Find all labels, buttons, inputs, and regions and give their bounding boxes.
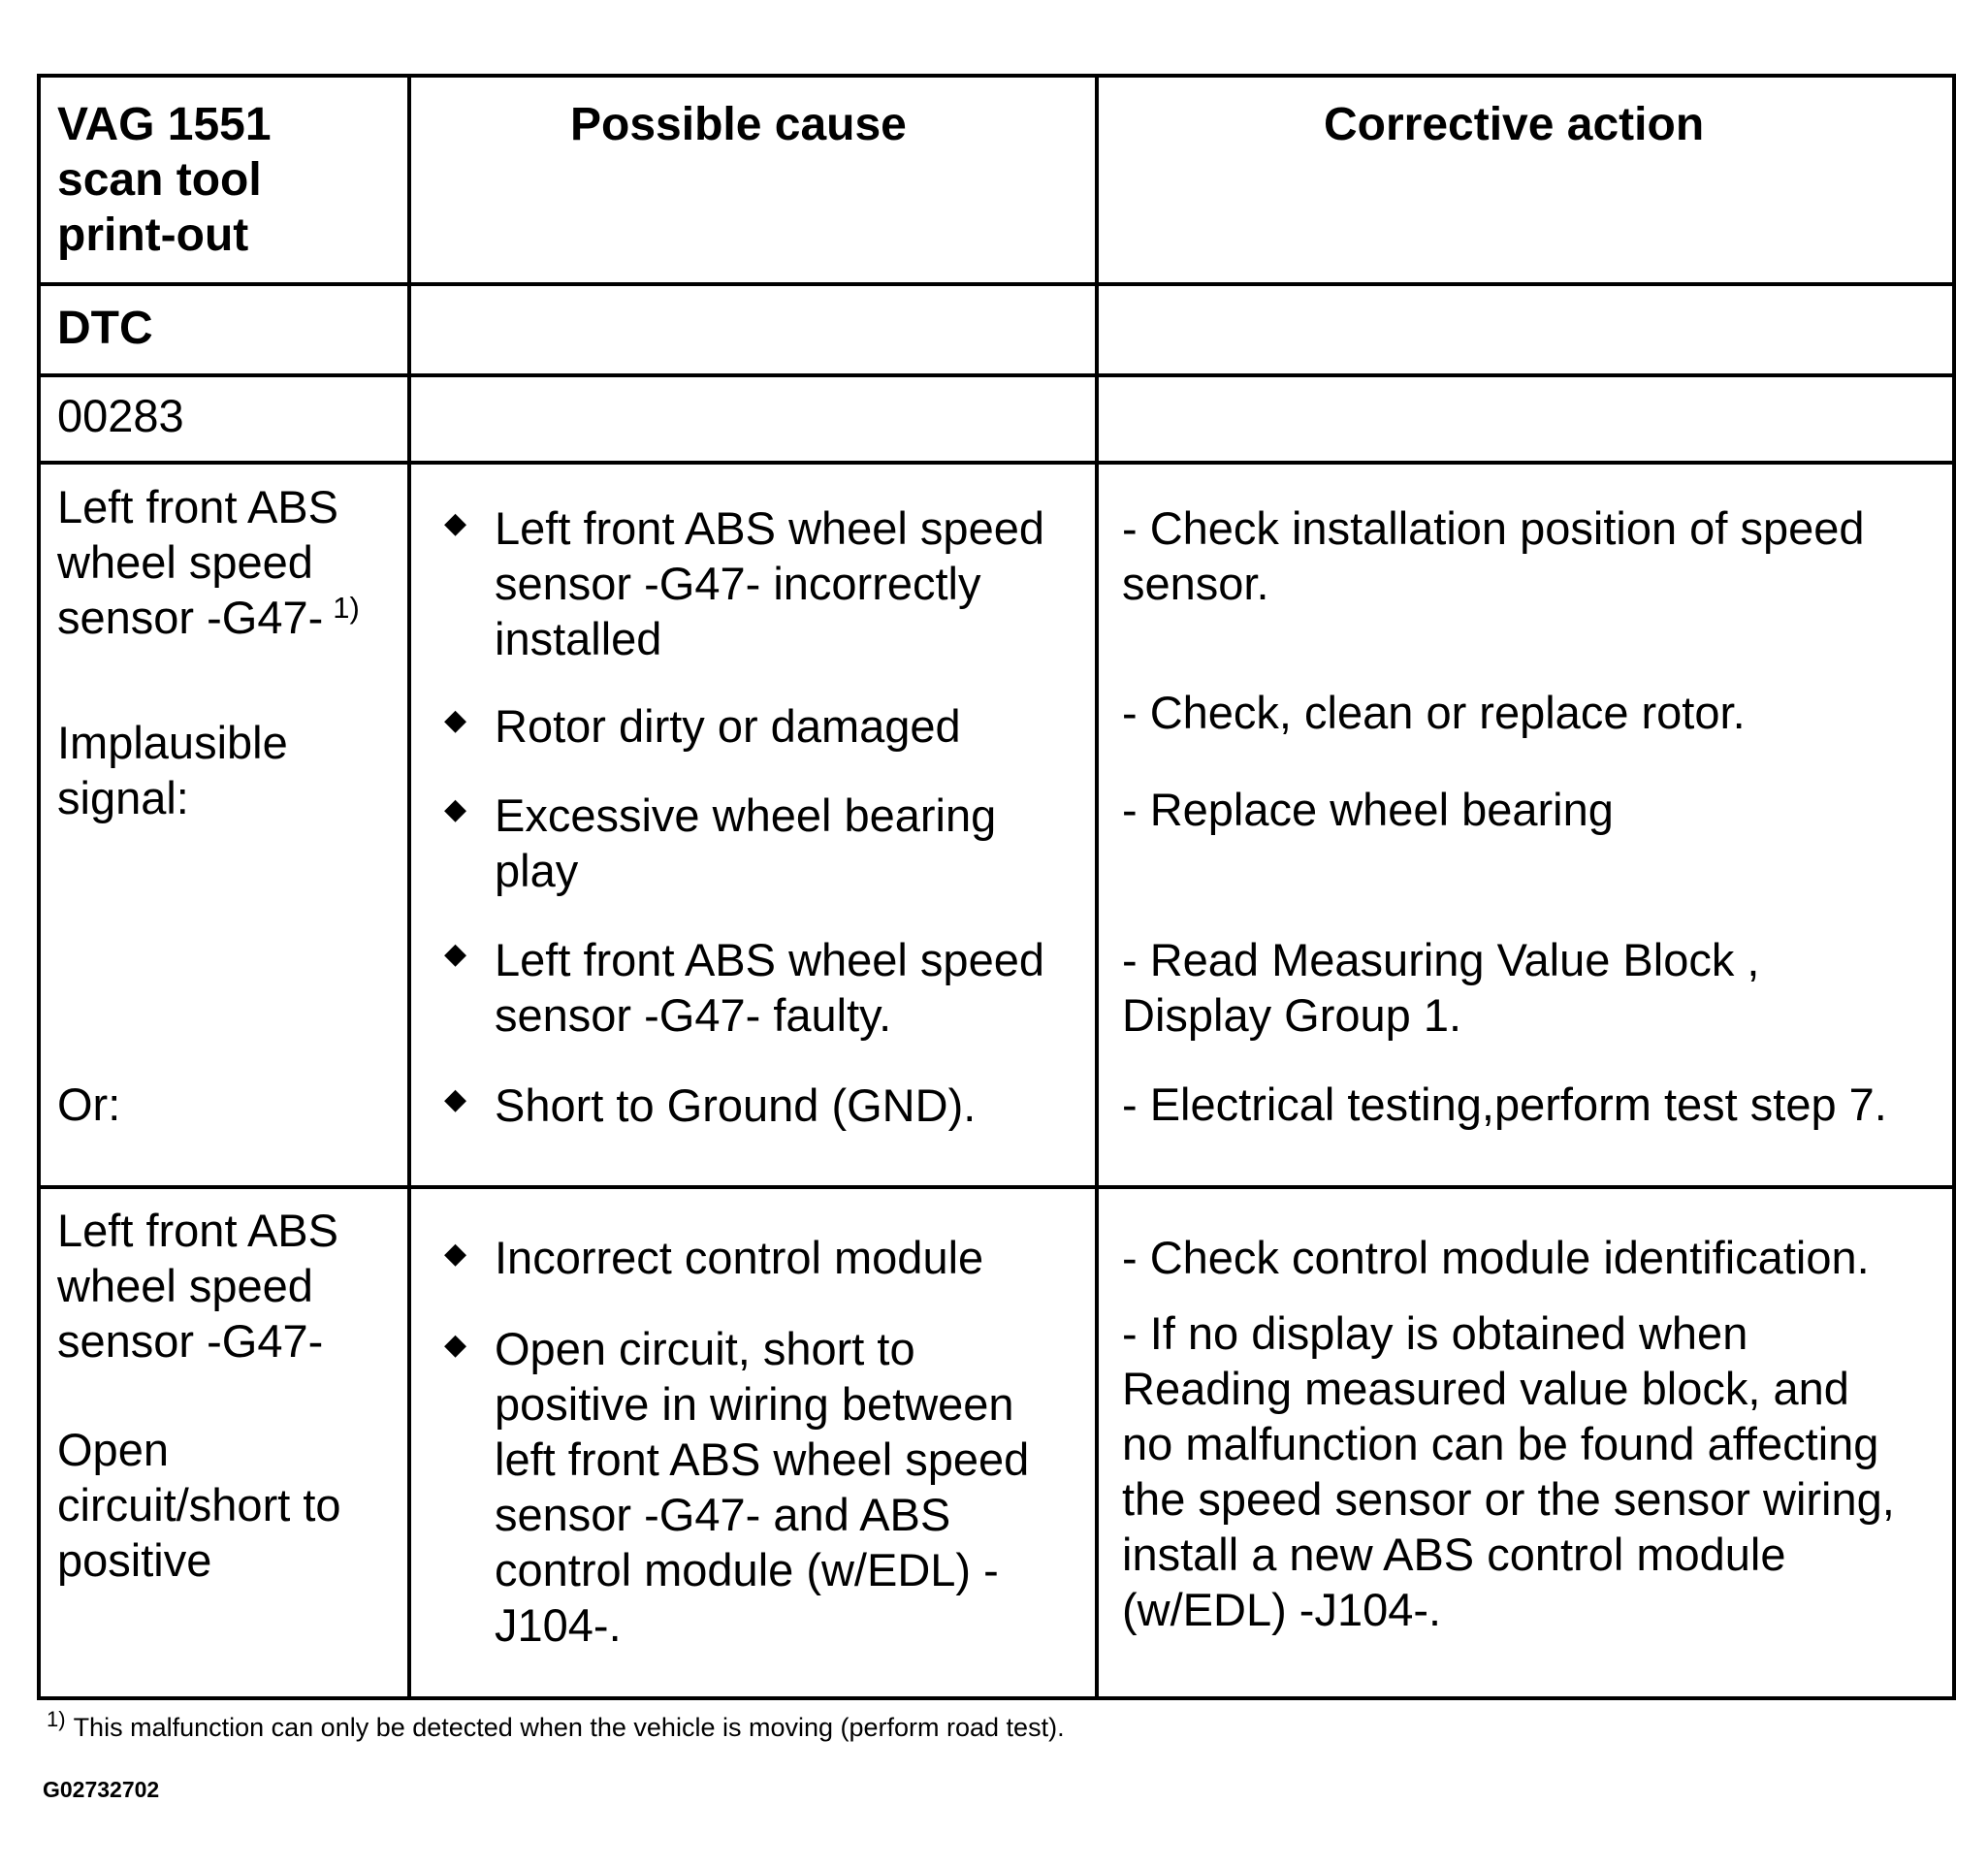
fault1-action-1: - Check installation position of speed sensor. [1122, 502, 1865, 609]
fault2-cause-2: Open circuit, short to positive in wiring between left front ABS wheel speed sensor -G47- and ABS control module (w/EDL) - J104-. [495, 1323, 1030, 1651]
fault1-cause-1: Left front ABS wheel speed sensor -G47- incorrectly installed [495, 502, 1044, 664]
footnote-marker: 1) [47, 1707, 66, 1731]
column-divider [407, 78, 411, 1696]
column-divider [1095, 78, 1099, 1696]
fault2-component: Left front ABS wheel speed sensor -G47- [57, 1205, 339, 1367]
row-divider [41, 1185, 1952, 1189]
diagnostic-table [37, 74, 1956, 1700]
row-divider [41, 282, 1952, 286]
footnote-text: This malfunction can only be detected when the vehicle is moving (perform road test). [73, 1713, 1065, 1742]
fault1-cause-3: Excessive wheel bearing play [495, 789, 997, 896]
fault1-action-3: - Replace wheel bearing [1122, 784, 1614, 835]
footnote [47, 1707, 1065, 1745]
bullet-icon: ◆ [444, 704, 467, 736]
fault2-symptom: Open circuit/short to positive [57, 1424, 341, 1586]
header-scan-tool: VAG 1551 scan tool print-out [57, 99, 272, 261]
fault1-cause-5: Short to Ground (GND). [495, 1079, 977, 1131]
fault2-action-2: - If no display is obtained when Reading measured value block, and no malfunction can be found affecting the speed sensor or the sensor wiring, install a new ABS control module (w/EDL) -J104-. [1122, 1307, 1895, 1635]
fault1-cause-4: Left front ABS wheel speed sensor -G47- faulty. [495, 934, 1044, 1041]
fault2-action-1: - Check control module identification. [1122, 1232, 1870, 1283]
footnote-marker: 1) [333, 591, 360, 625]
header-possible-cause: Possible cause [570, 99, 907, 150]
dtc-label: DTC [57, 303, 153, 354]
fault1-action-4: - Read Measuring Value Block , Display Group 1. [1122, 934, 1760, 1041]
bullet-icon: ◆ [444, 1083, 467, 1115]
fault1-cause-2: Rotor dirty or damaged [495, 700, 961, 752]
dtc-code: 00283 [57, 390, 184, 441]
fault2-cause-1: Incorrect control module [495, 1232, 984, 1283]
header-corrective-action: Corrective action [1324, 99, 1705, 150]
fault1-component: Left front ABS wheel speed sensor -G47- $^{1)}$ [57, 481, 360, 643]
row-divider [41, 373, 1952, 377]
fault1-action-5: - Electrical testing,perform test step 7. [1122, 1079, 1887, 1130]
bullet-icon: ◆ [444, 507, 467, 539]
bullet-icon: ◆ [444, 938, 467, 970]
fault1-action-2: - Check, clean or replace rotor. [1122, 687, 1746, 738]
fault1-or: Or: [57, 1079, 121, 1130]
row-divider [41, 461, 1952, 465]
bullet-icon: ◆ [444, 1238, 467, 1270]
figure-reference: G02732702 [43, 1777, 160, 1802]
fault1-symptom: Implausible signal: [57, 717, 288, 823]
bullet-icon: ◆ [444, 1329, 467, 1361]
bullet-icon: ◆ [444, 793, 467, 825]
